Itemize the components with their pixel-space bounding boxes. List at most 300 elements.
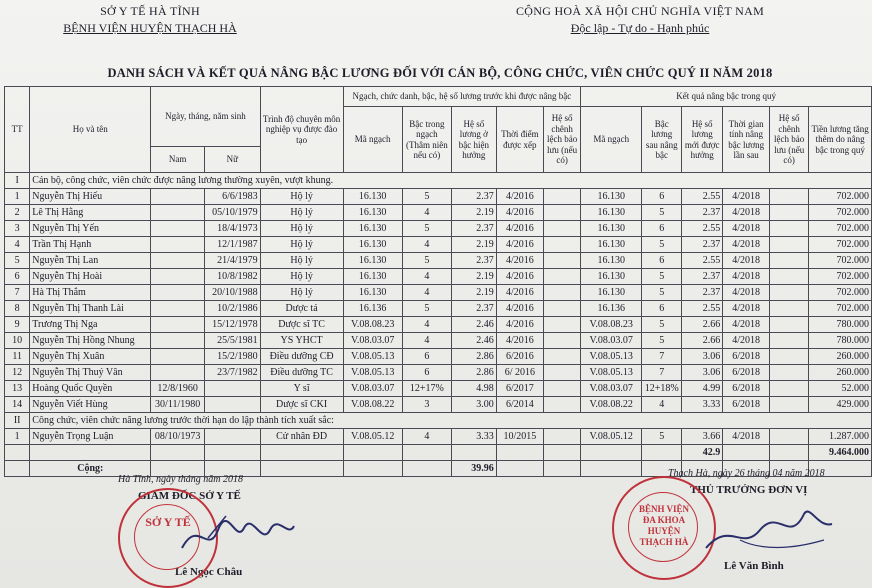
table-row <box>5 285 872 301</box>
cell-name: Nguyễn Thị Yến <box>30 221 151 237</box>
cell-diff2 <box>770 205 809 221</box>
cell-grade2: 5 <box>642 269 682 285</box>
cell-inc: 260.000 <box>809 365 872 381</box>
cell-code2: V.08.08.22 <box>581 397 642 413</box>
cell-female: 20/10/1988 <box>205 285 261 301</box>
cell-name: Nguyễn Thị Thuý Vân <box>30 365 151 381</box>
cell-male <box>151 237 205 253</box>
stamp-text: SỞ Y TẾ <box>145 515 191 529</box>
salary-table <box>4 86 872 477</box>
cell-inc: 1.287.000 <box>809 429 872 445</box>
subtotal-increase: 9.464.000 <box>809 445 872 461</box>
cell-next: 6/2018 <box>723 349 770 365</box>
cell-tt: 9 <box>5 317 30 333</box>
cell-code2: 16.130 <box>581 253 642 269</box>
cell-diff <box>544 429 581 445</box>
cell-degree: Điều dưỡng CĐ <box>260 349 343 365</box>
col-grade: Bậc trong ngạch (Thâm niên nếu có) <box>402 107 451 173</box>
table-row <box>5 189 872 205</box>
cell-coef: 2.19 <box>451 237 496 253</box>
cell-coef2: 2.37 <box>682 205 723 221</box>
cell-code: V.08.03.07 <box>343 333 402 349</box>
cell-inc: 780.000 <box>809 317 872 333</box>
cell-coef2: 2.66 <box>682 317 723 333</box>
cell-female: 18/4/1973 <box>205 221 261 237</box>
col-diff2: Hệ số chênh lệch bảo lưu (nếu có) <box>770 107 809 173</box>
cell-male <box>151 205 205 221</box>
cell-name: Nguyễn Thị Lan <box>30 253 151 269</box>
cell-grade: 12+17% <box>402 381 451 397</box>
cell-coef2: 2.55 <box>682 301 723 317</box>
cell-code2: 16.136 <box>581 301 642 317</box>
col-tt: TT <box>5 87 30 173</box>
cell-name: Trương Thị Nga <box>30 317 151 333</box>
cell-degree: Hộ lý <box>260 253 343 269</box>
cell-tt: 10 <box>5 333 30 349</box>
table-body <box>5 173 872 477</box>
cell-diff2 <box>770 397 809 413</box>
cell-inc: 702.000 <box>809 221 872 237</box>
cell-tt: 13 <box>5 381 30 397</box>
cell-tt: 11 <box>5 349 30 365</box>
cell-male <box>151 333 205 349</box>
cell-date: 4/2016 <box>496 205 543 221</box>
cell-inc: 702.000 <box>809 269 872 285</box>
cell-grade: 5 <box>402 253 451 269</box>
cell-tt: 8 <box>5 301 30 317</box>
cell-date: 6/2014 <box>496 397 543 413</box>
cell-code: V.08.05.13 <box>343 365 402 381</box>
cell-grade: 5 <box>402 301 451 317</box>
cell-degree: Cử nhân ĐD <box>260 429 343 445</box>
cell-diff2 <box>770 333 809 349</box>
section-2-row <box>5 413 872 429</box>
cell-name: Hà Thị Thắm <box>30 285 151 301</box>
table-row <box>5 237 872 253</box>
cell-grade: 4 <box>402 269 451 285</box>
department-name: SỞ Y TẾ HÀ TĨNH <box>100 4 200 18</box>
cell-coef: 2.37 <box>451 189 496 205</box>
country-name: CỘNG HOÀ XÃ HỘI CHỦ NGHĨA VIỆT NAM <box>515 4 765 18</box>
cell-female: 12/1/1987 <box>205 237 261 253</box>
right-signer-title: THỦ TRƯỞNG ĐƠN VỊ <box>690 484 808 496</box>
cell-degree: Dược tá <box>260 301 343 317</box>
cell-code: 16.130 <box>343 189 402 205</box>
cell-diff <box>544 333 581 349</box>
cell-diff <box>544 317 581 333</box>
cell-grade: 4 <box>402 205 451 221</box>
cell-code2: 16.130 <box>581 205 642 221</box>
cell-diff <box>544 349 581 365</box>
cell-female <box>205 381 261 397</box>
cell-coef: 2.19 <box>451 285 496 301</box>
cell-name: Lê Thị Hằng <box>30 205 151 221</box>
cell-next: 4/2018 <box>723 429 770 445</box>
table-row <box>5 205 872 221</box>
cell-coef2: 4.99 <box>682 381 723 397</box>
cell-date: 6/2016 <box>496 349 543 365</box>
cell-code2: 16.130 <box>581 189 642 205</box>
cell-next: 4/2018 <box>723 333 770 349</box>
cell-male: 08/10/1973 <box>151 429 205 445</box>
cell-grade: 5 <box>402 221 451 237</box>
cell-code2: 16.130 <box>581 221 642 237</box>
cell-tt: 6 <box>5 269 30 285</box>
cell-tt: 2 <box>5 205 30 221</box>
cell-coef: 2.46 <box>451 333 496 349</box>
cell-code2: V.08.05.13 <box>581 349 642 365</box>
cell-code: 16.130 <box>343 253 402 269</box>
cell-grade2: 6 <box>642 301 682 317</box>
cell-coef2: 2.37 <box>682 285 723 301</box>
cell-grade2: 5 <box>642 285 682 301</box>
cell-male <box>151 301 205 317</box>
cell-code: 16.130 <box>343 269 402 285</box>
cell-inc: 702.000 <box>809 285 872 301</box>
cell-date: 4/2016 <box>496 285 543 301</box>
cell-coef: 3.33 <box>451 429 496 445</box>
cell-male <box>151 221 205 237</box>
cell-date: 10/2015 <box>496 429 543 445</box>
cell-diff <box>544 189 581 205</box>
cell-grade: 4 <box>402 237 451 253</box>
cell-name: Nguyễn Thị Hồng Nhung <box>30 333 151 349</box>
stamp-text: BỆNH VIỆN ĐA KHOA HUYỆN THẠCH HÀ <box>638 504 690 547</box>
col-female: Nữ <box>205 147 261 173</box>
cell-tt: 14 <box>5 397 30 413</box>
section-1-row <box>5 173 872 189</box>
cell-code2: 16.130 <box>581 285 642 301</box>
cell-code: V.08.08.22 <box>343 397 402 413</box>
document-title: DANH SÁCH VÀ KẾT QUẢ NÂNG BẬC LƯƠNG ĐỐI VỚI CÁN BỘ, CÔNG CHỨC, VIÊN CHỨC QUÝ II NĂM 2018 <box>107 66 773 80</box>
cell-grade2: 7 <box>642 349 682 365</box>
left-date: Hà Tĩnh, ngày tháng năm 2018 <box>118 474 243 485</box>
cell-diff <box>544 221 581 237</box>
cell-degree: Điều dưỡng TC <box>260 365 343 381</box>
subtotal-coef: 42.9 <box>682 445 723 461</box>
cell-next: 4/2018 <box>723 221 770 237</box>
cell-code: V.08.08.23 <box>343 317 402 333</box>
cell-name: Hoàng Quốc Quyền <box>30 381 151 397</box>
cell-diff <box>544 397 581 413</box>
cell-coef2: 2.55 <box>682 189 723 205</box>
cell-grade: 6 <box>402 365 451 381</box>
table-row <box>5 333 872 349</box>
cell-code2: V.08.08.23 <box>581 317 642 333</box>
cell-female: 10/2/1986 <box>205 301 261 317</box>
cell-grade2: 5 <box>642 205 682 221</box>
cell-date: 6/ 2016 <box>496 365 543 381</box>
cell-grade2: 5 <box>642 429 682 445</box>
cell-coef: 3.00 <box>451 397 496 413</box>
col-before-group: Ngạch, chức danh, bậc, hệ số lương trước khi được nâng bậc <box>343 87 581 107</box>
cell-code2: V.08.03.07 <box>581 381 642 397</box>
col-next: Thời gian tính nâng bậc lương lần sau <box>723 107 770 173</box>
cell-grade: 4 <box>402 333 451 349</box>
total-coef: 39.96 <box>451 461 496 477</box>
cell-coef2: 3.06 <box>682 365 723 381</box>
cell-grade2: 6 <box>642 253 682 269</box>
cell-code2: 16.130 <box>581 237 642 253</box>
cell-female: 6/6/1983 <box>205 189 261 205</box>
cell-inc: 702.000 <box>809 253 872 269</box>
cell-diff2 <box>770 285 809 301</box>
cell-next: 4/2018 <box>723 205 770 221</box>
cell-coef2: 2.66 <box>682 333 723 349</box>
cell-female: 25/5/1981 <box>205 333 261 349</box>
cell-degree: Dược sĩ CKI <box>260 397 343 413</box>
cell-name: Nguyễn Viết Hùng <box>30 397 151 413</box>
right-date: Thạch Hà, ngày 26 tháng 04 năm 2018 <box>668 468 825 479</box>
cell-grade2: 12+18% <box>642 381 682 397</box>
cell-grade2: 6 <box>642 189 682 205</box>
cell-degree: Hộ lý <box>260 205 343 221</box>
cell-name: Nguyễn Thị Xuân <box>30 349 151 365</box>
cell-code: V.08.03.07 <box>343 381 402 397</box>
cell-inc: 260.000 <box>809 349 872 365</box>
right-signature <box>700 500 840 560</box>
cell-female: 10/8/1982 <box>205 269 261 285</box>
cell-coef: 2.37 <box>451 221 496 237</box>
cell-diff <box>544 381 581 397</box>
table-row <box>5 397 872 413</box>
cell-coef: 2.19 <box>451 205 496 221</box>
cell-date: 4/2016 <box>496 317 543 333</box>
cell-diff2 <box>770 317 809 333</box>
cell-next: 4/2018 <box>723 269 770 285</box>
cell-grade2: 6 <box>642 221 682 237</box>
cell-diff2 <box>770 221 809 237</box>
cell-diff2 <box>770 429 809 445</box>
cell-diff2 <box>770 301 809 317</box>
cell-diff <box>544 285 581 301</box>
col-code2: Mã ngạch <box>581 107 642 173</box>
cell-inc: 702.000 <box>809 237 872 253</box>
cell-code: 16.130 <box>343 285 402 301</box>
cell-inc: 702.000 <box>809 189 872 205</box>
cell-degree: Y sĩ <box>260 381 343 397</box>
cell-female <box>205 397 261 413</box>
cell-diff <box>544 253 581 269</box>
cell-female: 21/4/1979 <box>205 253 261 269</box>
table-row <box>5 381 872 397</box>
cell-diff2 <box>770 349 809 365</box>
col-after-group: Kết quả nâng bậc trong quý <box>581 87 872 107</box>
cell-tt: 12 <box>5 365 30 381</box>
cell-male <box>151 349 205 365</box>
cell-tt: 1 <box>5 429 30 445</box>
cell-next: 4/2018 <box>723 317 770 333</box>
cell-diff2 <box>770 237 809 253</box>
cell-male: 12/8/1960 <box>151 381 205 397</box>
cell-code: V.08.05.13 <box>343 349 402 365</box>
cell-next: 4/2018 <box>723 253 770 269</box>
cell-grade: 4 <box>402 285 451 301</box>
cell-diff2 <box>770 253 809 269</box>
cell-code: 16.130 <box>343 221 402 237</box>
header-left <box>20 4 280 36</box>
cell-code2: V.08.03.07 <box>581 333 642 349</box>
left-signer-title: GIÁM ĐỐC SỞ Y TẾ <box>138 490 241 502</box>
col-name: Họ và tên <box>30 87 151 173</box>
section-label: Công chức, viên chức nâng lương trước thời hạn do lập thành tích xuất sắc: <box>30 413 872 429</box>
cell-coef: 2.19 <box>451 269 496 285</box>
cell-next: 4/2018 <box>723 301 770 317</box>
cell-female: 15/12/1978 <box>205 317 261 333</box>
cell-female: 23/7/1982 <box>205 365 261 381</box>
left-signature <box>178 508 298 560</box>
cell-diff <box>544 301 581 317</box>
motto: Độc lập - Tự do - Hạnh phúc <box>570 21 710 35</box>
section-no: II <box>5 413 30 429</box>
cell-inc: 702.000 <box>809 205 872 221</box>
cell-grade: 4 <box>402 429 451 445</box>
cell-degree: Hộ lý <box>260 189 343 205</box>
table-row <box>5 349 872 365</box>
total-label: Cộng: <box>30 461 151 477</box>
subtotal-row <box>5 445 872 461</box>
cell-grade: 3 <box>402 397 451 413</box>
cell-diff <box>544 237 581 253</box>
cell-diff2 <box>770 381 809 397</box>
left-signer-name: Lê Ngọc Châu <box>175 566 243 578</box>
cell-code2: V.08.05.12 <box>581 429 642 445</box>
cell-tt: 1 <box>5 189 30 205</box>
cell-male <box>151 317 205 333</box>
cell-date: 4/2016 <box>496 221 543 237</box>
cell-tt: 7 <box>5 285 30 301</box>
section-no: I <box>5 173 30 189</box>
cell-coef: 2.37 <box>451 253 496 269</box>
cell-female: 15/2/1980 <box>205 349 261 365</box>
cell-next: 4/2018 <box>723 237 770 253</box>
cell-coef2: 3.33 <box>682 397 723 413</box>
col-code: Mã ngạch <box>343 107 402 173</box>
right-signer-name: Lê Văn Bình <box>724 560 784 572</box>
cell-name: Nguyễn Thị Hoài <box>30 269 151 285</box>
cell-coef: 2.46 <box>451 317 496 333</box>
cell-date: 4/2016 <box>496 269 543 285</box>
cell-name: Nguyễn Trọng Luận <box>30 429 151 445</box>
cell-degree: Hộ lý <box>260 285 343 301</box>
cell-code: 16.130 <box>343 237 402 253</box>
table-row <box>5 365 872 381</box>
cell-female <box>205 429 261 445</box>
table-row <box>5 429 872 445</box>
table-row <box>5 269 872 285</box>
table-row <box>5 301 872 317</box>
col-male: Nam <box>151 147 205 173</box>
cell-next: 4/2018 <box>723 285 770 301</box>
col-increase: Tiền lương tăng thêm do nâng bậc trong quý <box>809 107 872 173</box>
cell-degree: YS YHCT <box>260 333 343 349</box>
cell-name: Nguyễn Thị Thanh Lài <box>30 301 151 317</box>
cell-grade2: 5 <box>642 317 682 333</box>
cell-coef: 2.86 <box>451 365 496 381</box>
cell-tt: 4 <box>5 237 30 253</box>
cell-degree: Hộ lý <box>260 269 343 285</box>
cell-code: 16.130 <box>343 205 402 221</box>
cell-male <box>151 189 205 205</box>
cell-grade2: 5 <box>642 333 682 349</box>
col-grade2: Bậc lương sau nâng bậc <box>642 107 682 173</box>
table-row <box>5 221 872 237</box>
section-label: Cán bộ, công chức, viên chức được nâng lương thường xuyên, vượt khung. <box>30 173 872 189</box>
col-coef2: Hệ số lương mới được hưởng <box>682 107 723 173</box>
cell-date: 4/2016 <box>496 301 543 317</box>
cell-inc: 52.000 <box>809 381 872 397</box>
cell-name: Trần Thị Hạnh <box>30 237 151 253</box>
cell-next: 4/2018 <box>723 189 770 205</box>
hospital-name: BỆNH VIỆN HUYỆN THẠCH HÀ <box>63 21 237 35</box>
cell-date: 4/2016 <box>496 333 543 349</box>
cell-diff <box>544 205 581 221</box>
header-right <box>470 4 810 36</box>
table-row <box>5 317 872 333</box>
cell-code2: 16.130 <box>581 269 642 285</box>
cell-next: 6/2018 <box>723 365 770 381</box>
cell-grade: 4 <box>402 317 451 333</box>
cell-code2: V.08.05.13 <box>581 365 642 381</box>
cell-code: 16.136 <box>343 301 402 317</box>
cell-degree: Hộ lý <box>260 221 343 237</box>
cell-coef: 2.37 <box>451 301 496 317</box>
cell-grade: 5 <box>402 189 451 205</box>
cell-diff2 <box>770 269 809 285</box>
cell-female: 05/10/1979 <box>205 205 261 221</box>
cell-coef2: 2.55 <box>682 253 723 269</box>
cell-tt: 3 <box>5 221 30 237</box>
col-coef: Hệ số lương ở bậc hiện hưởng <box>451 107 496 173</box>
cell-inc: 702.000 <box>809 301 872 317</box>
col-dob: Ngày, tháng, năm sinh <box>151 87 260 147</box>
cell-diff <box>544 269 581 285</box>
cell-grade2: 7 <box>642 365 682 381</box>
cell-coef: 2.86 <box>451 349 496 365</box>
cell-inc: 429.000 <box>809 397 872 413</box>
cell-coef2: 2.55 <box>682 221 723 237</box>
cell-next: 6/2018 <box>723 397 770 413</box>
cell-coef: 4.98 <box>451 381 496 397</box>
cell-inc: 780.000 <box>809 333 872 349</box>
cell-grade: 6 <box>402 349 451 365</box>
cell-name: Nguyễn Thị Hiếu <box>30 189 151 205</box>
cell-male <box>151 269 205 285</box>
cell-degree: Hộ lý <box>260 237 343 253</box>
cell-date: 4/2016 <box>496 237 543 253</box>
cell-degree: Dược sĩ TC <box>260 317 343 333</box>
cell-coef2: 2.37 <box>682 269 723 285</box>
cell-male <box>151 253 205 269</box>
cell-tt: 5 <box>5 253 30 269</box>
table-row <box>5 253 872 269</box>
col-degree: Trình độ chuyên môn nghiệp vụ được đào tạo <box>260 87 343 173</box>
cell-date: 4/2016 <box>496 189 543 205</box>
cell-male: 30/11/1980 <box>151 397 205 413</box>
cell-male <box>151 285 205 301</box>
cell-code: V.08.05.12 <box>343 429 402 445</box>
cell-male <box>151 365 205 381</box>
cell-diff2 <box>770 189 809 205</box>
cell-date: 6/2017 <box>496 381 543 397</box>
cell-grade2: 4 <box>642 397 682 413</box>
cell-coef2: 3.06 <box>682 349 723 365</box>
cell-grade2: 5 <box>642 237 682 253</box>
cell-diff2 <box>770 365 809 381</box>
cell-next: 6/2018 <box>723 381 770 397</box>
cell-coef2: 2.37 <box>682 237 723 253</box>
cell-coef2: 3.66 <box>682 429 723 445</box>
